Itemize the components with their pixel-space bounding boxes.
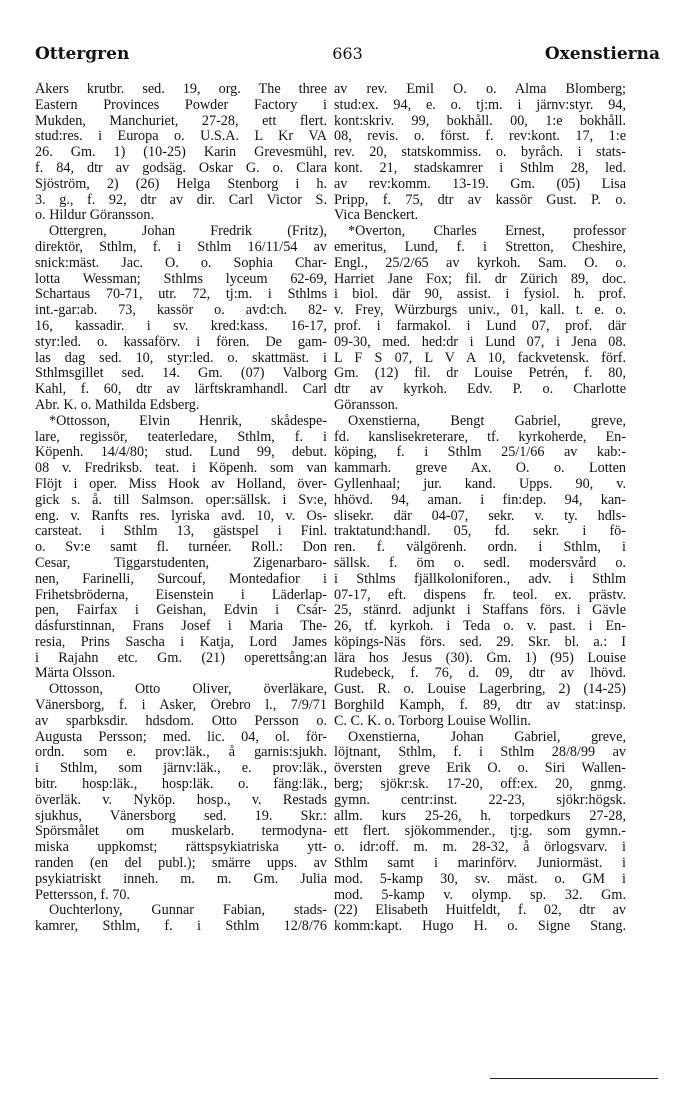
text-line: 3. g., f. 92, dtr av dir. Carl Victor S. — [35, 192, 327, 208]
text-line: Ouchterlony, Gunnar Fabian, stads- — [49, 903, 327, 919]
text-line: gick s. å. till Salmson. oper:sällsk. i Sv:e, — [35, 492, 327, 508]
text-line: bitr. hosp:läk., hosp:läk. o. fäng:läk., — [35, 777, 327, 793]
text-line: *Ottosson, Elvin Henrik, skådespe- — [49, 413, 327, 429]
text-line: Sthlm samt i marinförv. Juniormäst. i — [334, 856, 626, 872]
text-line: Abr. K. o. Mathilda Edsberg. — [35, 396, 200, 413]
text-line: hhövd. 94, aman. i fin:dep. 94, kan- — [334, 492, 626, 508]
text-line: carsteat. i Sthlm 13, gästspel i Finl. — [35, 524, 327, 540]
left-column — [35, 82, 327, 935]
right-column — [334, 82, 626, 935]
text-line: Oxenstierna, Bengt Gabriel, greve, — [348, 413, 626, 429]
text-line: 08 v. Fredriksb. teat. i Köpenh. som van — [35, 461, 327, 477]
text-line: ren. f. välgörenh. ordn. i Sthlm, i — [334, 540, 626, 556]
text-line: f. 84, dtr av godsäg. Oskar G. o. Clara — [35, 160, 327, 176]
text-line: Gust. R. o. Louise Lagerbring, 2) (14-25) — [334, 682, 626, 698]
text-line: lära hos Jesus (30). Gm. 1) (95) Louise — [334, 650, 626, 666]
text-line: översten greve Erik O. o. Siri Wallen- — [334, 761, 626, 777]
text-line: Schartaus 70-71, utr. 72, tj:m. i Sthlms — [35, 287, 327, 303]
text-line: dtr av kyrkoh. Edv. P. o. Charlotte — [334, 382, 626, 398]
text-line: Gyllenhaal; jur. kand. Upps. 90, v. — [334, 476, 626, 492]
text-line: Cesar, Tiggarstudenten, Zigenarbaro- — [35, 555, 327, 571]
text-line: ett flert. sjökommender., tj:g. som gymn.- — [334, 824, 626, 840]
header-left-word: Ottergren — [35, 44, 130, 64]
text-line: stud:ex. 94, e. o. tj:m. i järnv:styr. 94, — [334, 97, 626, 113]
text-line: Vänersborg, f. i Asker, Örebro l., 7/9/71 — [35, 698, 327, 714]
page-number: 663 — [332, 44, 363, 63]
text-line: Pettersson, f. 70. — [35, 886, 130, 903]
text-line: pen, Fairfax i Geishan, Edvin i Csár- — [35, 603, 327, 619]
text-line: dásfurstinnan, Frans Josef i Maria The- — [35, 619, 327, 635]
text-line: gymn. centr:inst. 22-23, sjökr:högsk. — [334, 792, 626, 808]
text-line: Göransson. — [334, 396, 399, 413]
text-line: i biol. där 90, assist. i fysiol. h. prof. — [334, 287, 626, 303]
text-line: i Rajahn etc. Gm. (21) operettsång:an — [35, 650, 327, 666]
text-line: löjtnant, Sthlm, f. i Sthlm 28/8/99 av — [334, 745, 626, 761]
text-line: *Overton, Charles Ernest, professor — [348, 224, 626, 240]
text-line: kammarh. greve Ax. O. o. Lotten — [334, 461, 626, 477]
text-line: 07-17, eft. dispens fr. teol. ex. prästv. — [334, 587, 626, 603]
text-line: köping, f. i Sthlm 25/1/66 av kab:- — [334, 445, 626, 461]
text-line: rev. 20, statskommiss. o. byråch. i stats- — [334, 145, 626, 161]
text-line: Sjöström, 2) (26) Helga Stenborg i h. — [35, 176, 327, 192]
text-line: slisekr. där 04-07, sekr. v. ty. hdls- — [334, 508, 626, 524]
text-line: Kahl, f. 60, dtr av lärftskramhandl. Carl — [35, 382, 327, 398]
text-line: 16, kassadir. i sv. kred:kass. 16-17, — [35, 318, 327, 334]
end-rule — [490, 1078, 658, 1079]
text-line: av rev:komm. 13-19. Gm. (05) Lisa — [334, 176, 626, 192]
text-line: lare, regissör, teaterledare, Sthlm, f. i — [35, 429, 327, 445]
text-line: Frihetsbröderna, Eisenstein i Läderlap- — [35, 587, 327, 603]
text-line: Rudebeck, f. 76, d. 09, dtr av lhövd. — [334, 666, 626, 682]
text-line: sjukhus, Vänersborg sed. 19. Skr.: — [35, 808, 327, 824]
text-line: köpings-Näs förs. sed. 29. Skr. bl. a.: I — [334, 634, 626, 650]
text-line: nen, Farinelli, Surcouf, Montedafior i — [35, 571, 327, 587]
text-line: o. Hildur Göransson. — [35, 207, 155, 224]
text-line: Gm. (12) fil. dr Louise Petrén, f. 80, — [334, 366, 626, 382]
text-line: prof. i farmakol. i Lund 07, prof. där — [334, 318, 626, 334]
text-line: kont:skriv. 99, bokhåll. 00, 1:e bokhåll. — [334, 113, 626, 129]
text-line: berg; sjökr:sk. 17-20, off:ex. 20, gnmg. — [334, 777, 626, 793]
text-line: Sthlmsgillet sed. 14. Gm. (07) Valborg — [35, 366, 327, 382]
text-line: resia, Prins Sascha i Katja, Lord James — [35, 634, 327, 650]
text-line: av rev. Emil O. o. Alma Blomberg; — [334, 82, 626, 97]
text-line: Oxenstierna, Johan Gabriel, greve, — [348, 729, 626, 745]
text-line: sällsk. f. öm o. sedl. modersvård o. — [334, 555, 626, 571]
text-line: komm:kapt. Hugo H. o. Signe Stang. — [334, 919, 626, 935]
text-line: överläk. v. Nyköp. hosp., v. Restads — [35, 792, 327, 808]
text-line: ordn. som e. prov:läk., å garnis:sjukh. — [35, 745, 327, 761]
text-line: o. idr:off. m. m. 28-32, å örlogsvarv. i — [334, 840, 626, 856]
text-line: C. C. K. o. Torborg Louise Wollin. — [334, 712, 531, 729]
text-line: las dag sed. 10, styr:led. o. skattmäst. i — [35, 350, 327, 366]
running-header — [35, 44, 660, 74]
text-line: psykiatriskt inneh. m. m. Gm. Julia — [35, 871, 327, 887]
text-line: stud:res. i Europa o. U.S.A. L Kr VA — [35, 129, 327, 145]
text-line: Ottosson, Otto Oliver, överläkare, — [49, 682, 327, 698]
text-line: Ottergren, Johan Fredrik (Fritz), — [49, 224, 327, 240]
text-line: Vica Benckert. — [334, 207, 419, 224]
text-line: kont. 21, stadskamrer i Sthlm 28, led. — [334, 160, 626, 176]
text-line: Mukden, Manchuriet, 27-28, ett flert. — [35, 113, 327, 129]
text-line: av sparbksdir. hdsdom. Otto Persson o. — [35, 713, 327, 729]
text-line: Åkers krutbr. sed. 19, org. The three — [35, 82, 327, 97]
text-line: i Sthlms fjällkoloniforen., adv. i Sthlm — [334, 571, 626, 587]
text-line: Augusta Persson; med. lic. 04, ol. för- — [35, 729, 327, 745]
text-line: Borghild Kamph, f. 89, dtr av stat:insp. — [334, 698, 626, 714]
text-line: kamrer, Sthlm, f. i Sthlm 12/8/76 — [35, 919, 327, 935]
text-line: (22) Elisabeth Huitfeldt, f. 02, dtr av — [334, 903, 626, 919]
text-line: Spörsmålet om muskelarb. termodyna- — [35, 824, 327, 840]
text-line: randen (en del publ.); smärre upps. av — [35, 856, 327, 872]
text-line: L F S 07, L V A 10, fackvetensk. förf. — [334, 350, 626, 366]
text-line: 09-30, med. hed:dr i Lund 07, i Jena 08. — [334, 334, 626, 350]
text-line: fd. kanslisekreterare, tf. kyrkoherde, En- — [334, 429, 626, 445]
text-line: mod. 5-kamp 30, sv. mäst. o. GM i — [334, 871, 626, 887]
text-line: Eastern Provinces Powder Factory i — [35, 97, 327, 113]
text-line: Köpenh. 14/4/80; stud. Lund 99, debut. — [35, 445, 327, 461]
text-line: v. Frey, Würzburgs univ., 01, kall. t. e. o. — [334, 303, 626, 319]
text-line: 08, revis. o. först. f. rev:kont. 17, 1:e — [334, 129, 626, 145]
text-line: 26, tf. kyrkoh. i Teda o. v. past. i En- — [334, 619, 626, 635]
text-line: traktatund:handl. 05, fd. sekr. i fö- — [334, 524, 626, 540]
text-line: eng. v. Ranfts res. lyriska avd. 10, v. Os- — [35, 508, 327, 524]
text-line: Engl., 25/2/65 av kyrkoh. Sam. O. o. — [334, 255, 626, 271]
text-line: o. Sv:e samt fl. turnéer. Roll.: Don — [35, 540, 327, 556]
text-line: direktör, Sthlm, f. i Sthlm 16/11/54 av — [35, 239, 327, 255]
text-line: Märta Olsson. — [35, 665, 116, 682]
text-line: Harriet Jane Fox; fil. dr Zürich 89, doc. — [334, 271, 626, 287]
text-line: Pripp, f. 75, dtr av kassör Gust. P. o. — [334, 192, 626, 208]
text-line: miska uppkomst; rättspsykiatriska ytt- — [35, 840, 327, 856]
text-line: Flöjt i oper. Miss Hook av Holland, över- — [35, 476, 327, 492]
text-line: snick:mäst. Jac. O. o. Sophia Char- — [35, 255, 327, 271]
text-line: int.-gar:ab. 73, kassör o. avd:ch. 82- — [35, 303, 327, 319]
header-right-word: Oxenstierna — [544, 44, 660, 64]
text-line: 26. Gm. 1) (10-25) Karin Grevesmühl, — [35, 145, 327, 161]
text-line: styr:led. o. kassaförv. i fören. De gam- — [35, 334, 327, 350]
text-line: 25, stänrd. adjunkt i Staffans förs. i Gävle — [334, 603, 626, 619]
text-line: i Sthlm, som järnv:läk., e. prov:läk., — [35, 761, 327, 777]
text-line: lotta Wessman; Sthlms lyceum 62-69, — [35, 271, 327, 287]
text-line: mod. 5-kamp v. olymp. sp. 32. Gm. — [334, 887, 626, 903]
text-line: emeritus, Lund, f. i Stretton, Cheshire, — [334, 239, 626, 255]
text-line: allm. kurs 25-26, h. torpedkurs 27-28, — [334, 808, 626, 824]
